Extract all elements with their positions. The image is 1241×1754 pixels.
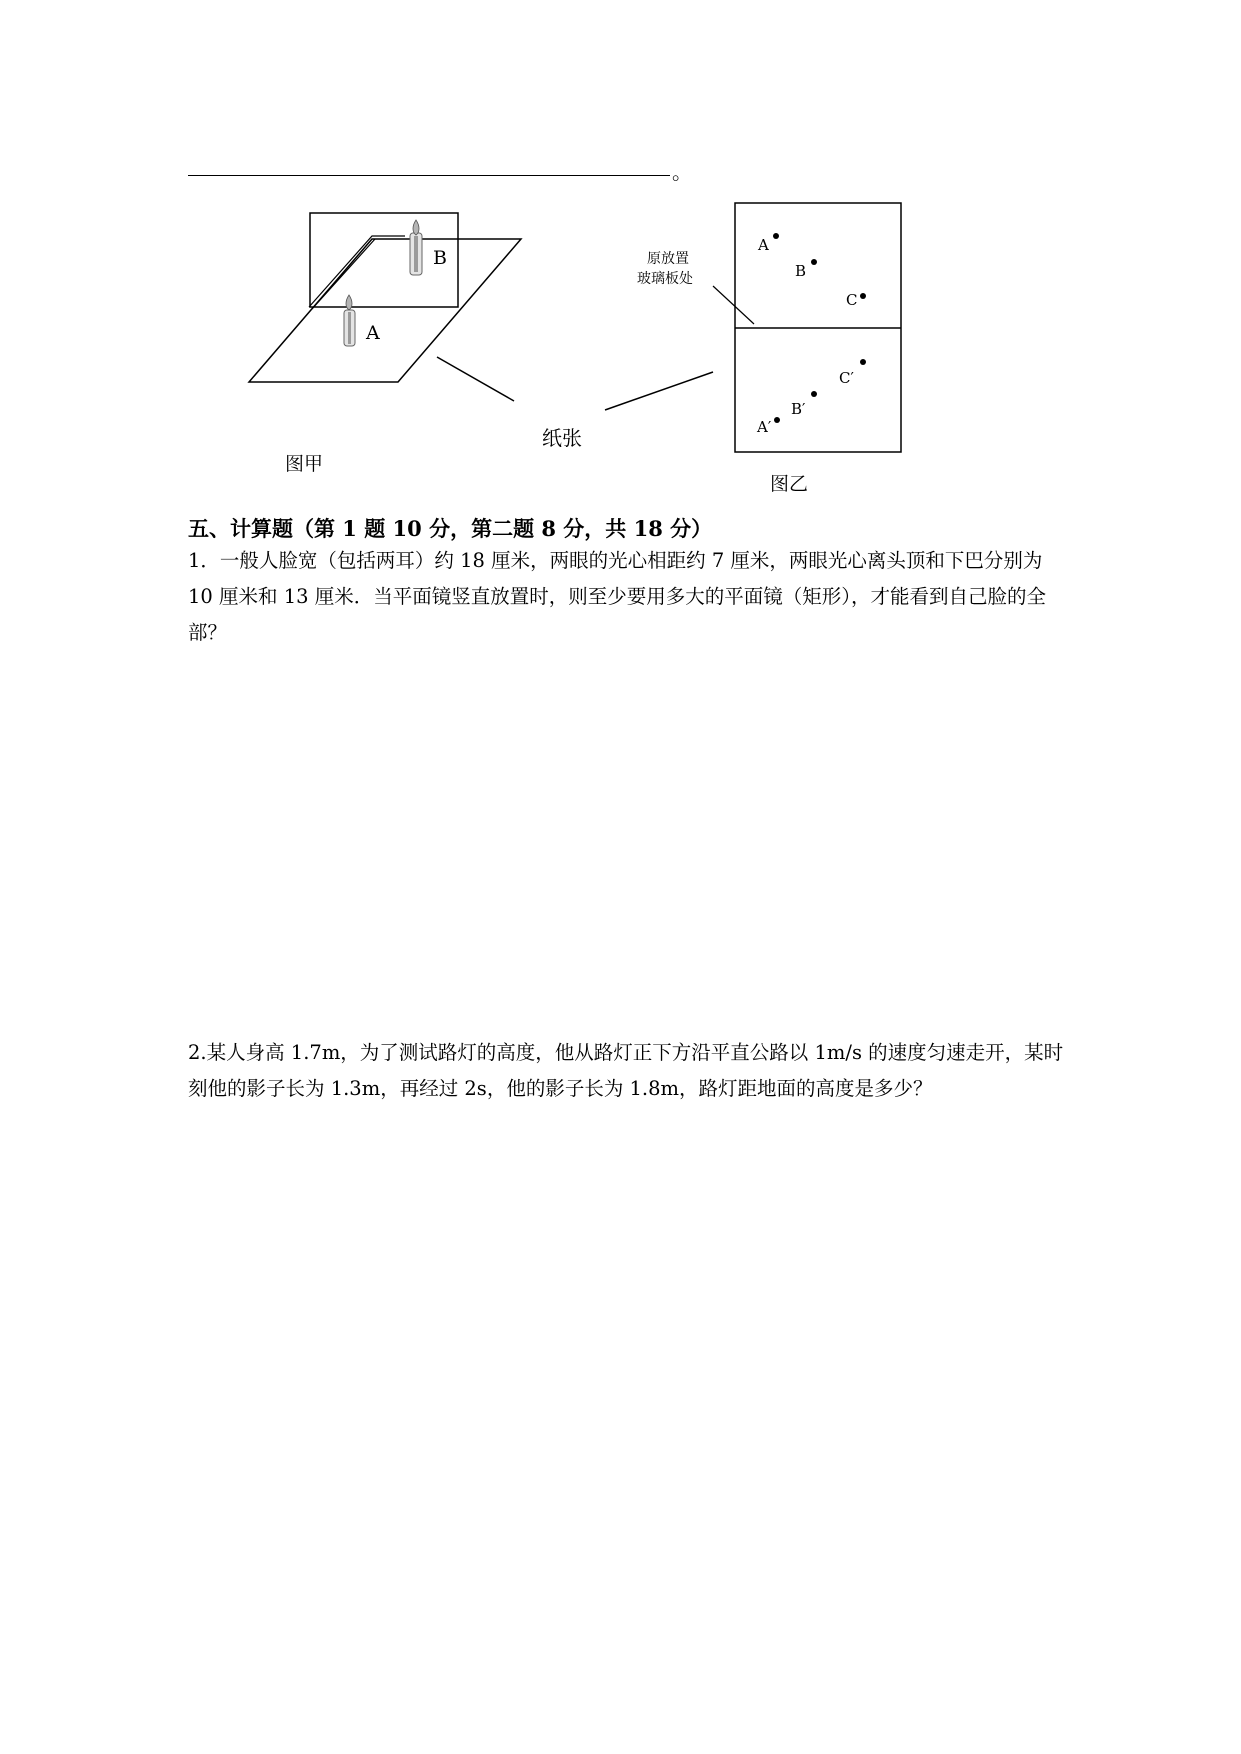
- note-line-1: 原放置: [647, 251, 689, 267]
- point-label-c: C: [846, 291, 858, 309]
- point-c: [860, 293, 866, 299]
- question-2: 2.某人身高 1.7m，为了测试路灯的高度，他从路灯正下方沿平直公路以 1m/s 的速度匀速走开，某时刻他的影子长为 1.3m，再经过 2s，他的影子长为 1.8m，路灯距地面的高度是多少？: [188, 1041, 1064, 1100]
- point-label-b: B: [795, 262, 807, 280]
- label-a: A: [366, 322, 380, 344]
- note-line-2: 玻璃板处: [637, 271, 693, 287]
- figure-jia-caption: 图甲: [285, 453, 324, 475]
- point-label-a-prime: A′: [757, 418, 772, 436]
- note-pointer: [713, 286, 754, 324]
- paper-pointer-right: [605, 372, 713, 410]
- point-a: [773, 233, 779, 239]
- point-label-b-prime: B′: [791, 400, 806, 418]
- figure-yi-diagram: [605, 203, 901, 452]
- answer-period: 。: [672, 160, 692, 184]
- candle-a-icon: [344, 295, 355, 346]
- point-label-c-prime: C′: [839, 369, 854, 387]
- figure-jia-diagram: [249, 213, 521, 401]
- label-b: B: [433, 247, 447, 269]
- point-a-prime: [774, 417, 780, 423]
- figure-yi-caption: 图乙: [770, 473, 809, 495]
- candle-b-icon: [410, 220, 422, 275]
- point-b-prime: [811, 391, 817, 397]
- point-label-a: A: [758, 236, 769, 254]
- paper-sheet: [249, 239, 521, 382]
- figures: [0, 0, 1241, 520]
- paper-label: 纸张: [542, 426, 582, 450]
- point-c-prime: [860, 359, 866, 365]
- section-heading: 五、计算题（第 1 题 10 分，第二题 8 分，共 18 分）: [188, 516, 713, 541]
- question-1: 1．一般人脸宽（包括两耳）约 18 厘米，两眼的光心相距约 7 厘米，两眼光心离头顶和下巴分别为 10 厘米和 13 厘米．当平面镜竖直放置时，则至少要用多大的平面镜（矩形），才能看到自己脸的全部？: [188, 549, 1046, 644]
- paper-pointer-left: [437, 357, 514, 401]
- point-b: [811, 259, 817, 265]
